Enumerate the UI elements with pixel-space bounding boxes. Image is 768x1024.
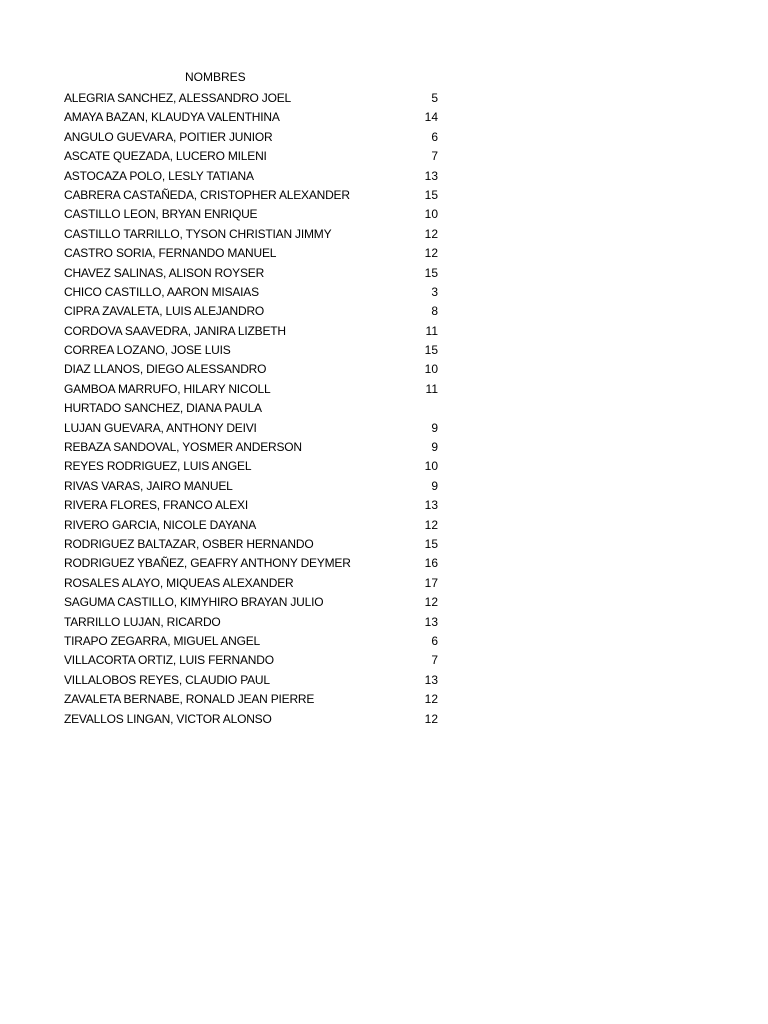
student-row [64,671,440,690]
student-score: 12 [424,226,438,241]
student-score: 8 [431,304,438,319]
student-row [64,593,440,612]
student-row [64,205,440,224]
student-name: ANGULO GUEVARA, POITIER JUNIOR [64,129,273,144]
student-score: 12 [424,517,438,532]
student-row [64,360,440,379]
student-row [64,613,440,632]
student-row [64,477,440,496]
student-row [64,128,440,147]
student-score: 6 [431,633,438,648]
student-name: TARRILLO LUJAN, RICARDO [64,614,221,629]
student-score: 15 [424,187,438,202]
student-row [64,225,440,244]
student-name: CASTILLO TARRILLO, TYSON CHRISTIAN JIMMY [64,226,332,241]
student-row [64,632,440,651]
student-name: ALEGRIA SANCHEZ, ALESSANDRO JOEL [64,91,292,105]
student-row [64,380,440,399]
student-name: CHICO CASTILLO, AARON MISAIAS [64,284,259,299]
student-row [64,554,440,573]
student-name: RODRIGUEZ BALTAZAR, OSBER HERNANDO [64,536,314,551]
student-score: 9 [431,440,438,455]
student-score: 14 [424,110,438,125]
student-score: 10 [424,207,438,222]
student-name: RIVAS VARAS, JAIRO MANUEL [64,478,233,493]
student-name: CORREA LOZANO, JOSE LUIS [64,343,231,358]
student-name: AMAYA BAZAN, KLAUDYA VALENTHINA [64,110,280,125]
student-score: 12 [424,711,438,726]
student-score: 11 [425,381,438,396]
student-score: 12 [424,692,438,707]
student-score: 13 [424,614,438,629]
student-row [64,690,440,709]
student-score: 15 [424,343,438,358]
student-row [64,147,440,166]
student-row [64,283,440,302]
column-header-nombres: NOMBRES [185,70,246,84]
student-score: 7 [431,149,438,164]
student-score: 9 [431,478,438,493]
student-name: ZAVALETA BERNABE, RONALD JEAN PIERRE [64,692,315,707]
student-name: CASTILLO LEON, BRYAN ENRIQUE [64,207,258,222]
student-name: RODRIGUEZ YBAÑEZ, GEAFRY ANTHONY DEYMER [64,556,351,571]
student-score: 7 [431,653,438,668]
student-list [64,89,440,729]
student-score: 15 [424,265,438,280]
student-row [64,574,440,593]
student-score: 12 [424,246,438,261]
student-score: 15 [424,536,438,551]
student-name: RIVERA FLORES, FRANCO ALEXI [64,498,248,513]
student-name: VILLACORTA ORTIZ, LUIS FERNANDO [64,653,274,668]
student-row [64,302,440,321]
student-name: CIPRA ZAVALETA, LUIS ALEJANDRO [64,304,265,319]
student-name: CASTRO SORIA, FERNANDO MANUEL [64,246,277,261]
student-score: 11 [425,323,438,338]
student-row [64,89,440,108]
student-name: LUJAN GUEVARA, ANTHONY DEIVI [64,420,257,435]
student-name: HURTADO SANCHEZ, DIANA PAULA [64,401,262,416]
student-score: 6 [431,129,438,144]
student-row [64,535,440,554]
student-name: REYES RODRIGUEZ, LUIS ANGEL [64,459,252,474]
student-score: 12 [424,595,438,610]
student-row [64,322,440,341]
student-name: ZEVALLOS LINGAN, VICTOR ALONSO [64,711,272,726]
student-name: CORDOVA SAAVEDRA, JANIRA LIZBETH [64,323,286,338]
student-row [64,186,440,205]
student-row [64,710,440,729]
student-name: VILLALOBOS REYES, CLAUDIO PAUL [64,672,270,687]
student-row [64,496,440,515]
student-row [64,438,440,457]
student-name: CABRERA CASTAÑEDA, CRISTOPHER ALEXANDER [64,187,350,202]
student-name: RIVERO GARCIA, NICOLE DAYANA [64,517,256,532]
student-name: ASTOCAZA POLO, LESLY TATIANA [64,168,254,183]
student-row [64,651,440,670]
student-row [64,167,440,186]
student-name: GAMBOA MARRUFO, HILARY NICOLL [64,381,271,396]
student-name: SAGUMA CASTILLO, KIMYHIRO BRAYAN JULIO [64,595,324,610]
student-row [64,419,440,438]
student-name: TIRAPO ZEGARRA, MIGUEL ANGEL [64,633,260,648]
student-row [64,108,440,127]
student-score: 13 [424,498,438,513]
student-row [64,341,440,360]
student-score: 5 [431,91,438,105]
student-row [64,516,440,535]
student-name: ASCATE QUEZADA, LUCERO MILENI [64,149,267,164]
student-score: 13 [424,168,438,183]
student-score: 17 [424,575,438,590]
student-name: REBAZA SANDOVAL, YOSMER ANDERSON [64,440,302,455]
student-row [64,457,440,476]
student-name: DIAZ LLANOS, DIEGO ALESSANDRO [64,362,267,377]
student-row [64,399,440,418]
student-name: CHAVEZ SALINAS, ALISON ROYSER [64,265,265,280]
student-score: 10 [424,459,438,474]
student-score: 9 [431,420,438,435]
student-name: ROSALES ALAYO, MIQUEAS ALEXANDER [64,575,294,590]
student-score: 16 [424,556,438,571]
student-score: 10 [424,362,438,377]
student-row [64,264,440,283]
student-row [64,244,440,263]
student-score: 13 [424,672,438,687]
student-score: 3 [431,284,438,299]
